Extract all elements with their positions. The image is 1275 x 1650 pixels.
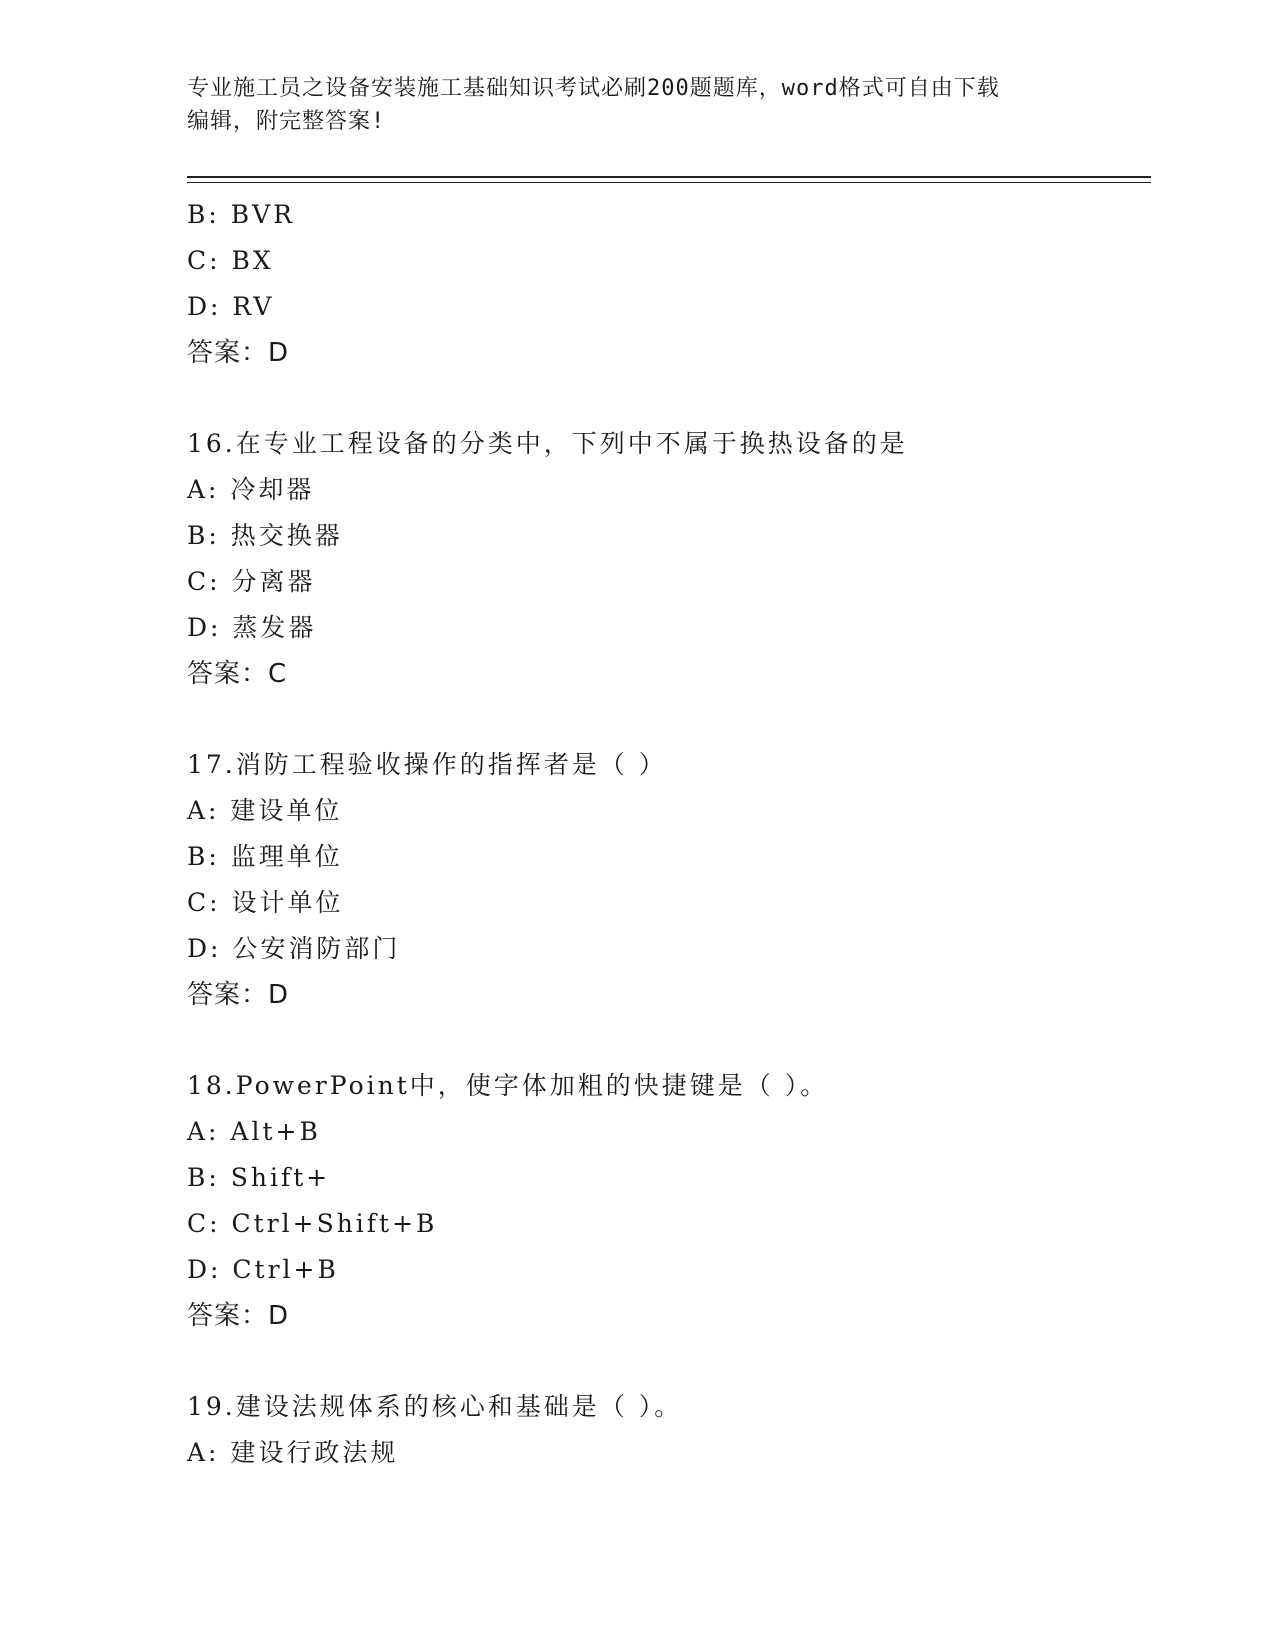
question-stem: 19.建设法规体系的核心和基础是（ ）。 <box>187 1392 683 1421</box>
option-d: D: Ctrl+B <box>187 1255 339 1284</box>
option-c: C: 设计单位 <box>187 888 344 917</box>
question-16 <box>187 421 1151 697</box>
option-b: B: 热交换器 <box>187 521 343 550</box>
question-stem: 17.消防工程验收操作的指挥者是（ ） <box>187 750 667 779</box>
option-a: A: 冷却器 <box>187 475 315 504</box>
option-b: B: Shift+ <box>187 1163 331 1192</box>
option-b: B: 监理单位 <box>187 842 343 871</box>
option-d: D: 蒸发器 <box>187 613 317 642</box>
question-18 <box>187 1063 1151 1339</box>
option-a: A: 建设行政法规 <box>187 1438 399 1467</box>
document-header <box>187 72 1087 138</box>
option-c: C: 分离器 <box>187 567 316 596</box>
header-rule-thin <box>187 182 1151 183</box>
answer: 答案：D <box>187 1301 290 1331</box>
option-a: A: 建设单位 <box>187 796 343 825</box>
question-19 <box>187 1384 1151 1476</box>
option-d: D: RV <box>187 292 275 321</box>
option-c: C: Ctrl+Shift+B <box>187 1209 438 1238</box>
option-c: C: BX <box>187 246 274 275</box>
answer: 答案：D <box>187 980 290 1010</box>
continued-question <box>187 192 1151 376</box>
answer: 答案：C <box>187 659 288 689</box>
header-line-1: 专业施工员之设备安装施工基础知识考试必刷200题题库，word格式可自由下载 <box>187 76 1000 101</box>
question-stem: 18.PowerPoint中，使字体加粗的快捷键是（ ）。 <box>187 1071 829 1100</box>
question-17 <box>187 742 1151 1018</box>
question-list <box>187 192 1151 1476</box>
option-b: B: BVR <box>187 200 295 229</box>
option-d: D: 公安消防部门 <box>187 934 401 963</box>
header-rule-thick <box>187 176 1151 178</box>
option-a: A: Alt+B <box>187 1117 321 1146</box>
answer: 答案：D <box>187 338 290 368</box>
header-line-2: 编辑，附完整答案! <box>187 109 386 134</box>
question-stem: 16.在专业工程设备的分类中，下列中不属于换热设备的是 <box>187 429 908 458</box>
